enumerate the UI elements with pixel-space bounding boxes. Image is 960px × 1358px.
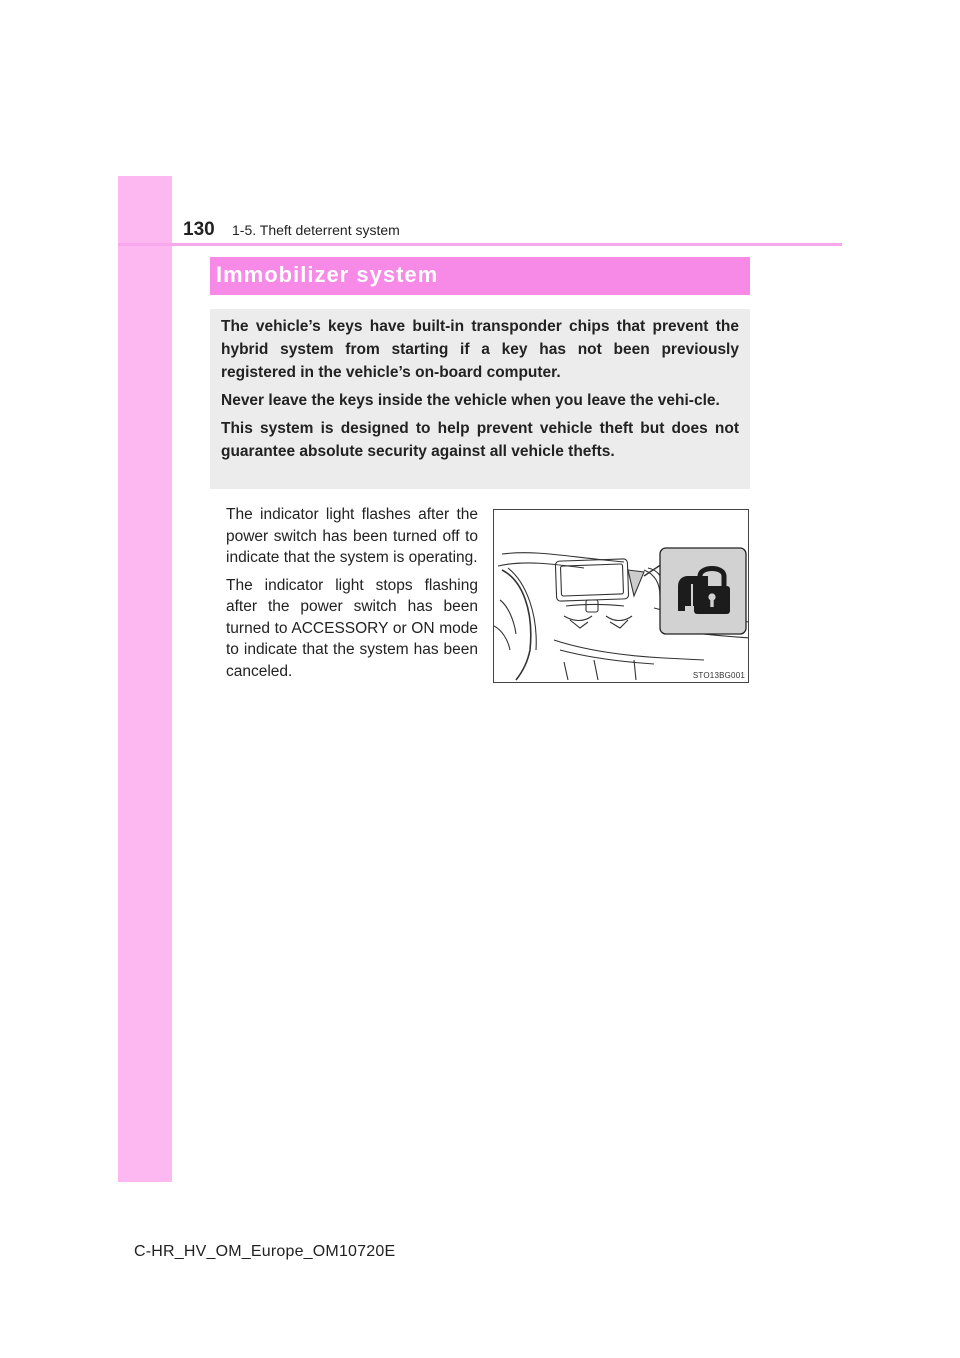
summary-paragraph: This system is designed to help prevent vehicle theft but does not guarantee absolute security against all vehicle thefts.	[221, 420, 739, 460]
header-divider	[118, 243, 842, 246]
dashboard-illustration	[493, 509, 749, 683]
summary-paragraph: The vehicle’s keys have built-in transponder chips that prevent the hybrid system from starting if a key has not been previously registered in the vehicle’s on-board computer.	[221, 318, 739, 381]
summary-paragraph: Never leave the keys inside the vehicle when you leave the vehi-cle.	[221, 392, 720, 409]
body-paragraph: The indicator light flashes after the power switch has been turned off to indicate that the system is operating.	[226, 506, 478, 566]
car-lock-icon	[660, 548, 746, 634]
figure-code: STO13BG001	[692, 671, 745, 680]
footer-document-id: C-HR_HV_OM_Europe_OM10720E	[134, 1243, 396, 1260]
summary-box	[210, 309, 750, 489]
body-text	[226, 504, 478, 688]
page-title: Immobilizer system	[216, 262, 439, 287]
body-paragraph: The indicator light stops flashing after the power switch has been turned to ACCESSORY or ON mode to indicate that the system has been canceled.	[226, 576, 478, 680]
dashboard-drawing	[494, 510, 749, 683]
section-label: 1-5. Theft deterrent system	[232, 222, 400, 238]
page-number: 130	[183, 219, 215, 240]
side-tab-strip	[118, 176, 172, 1182]
